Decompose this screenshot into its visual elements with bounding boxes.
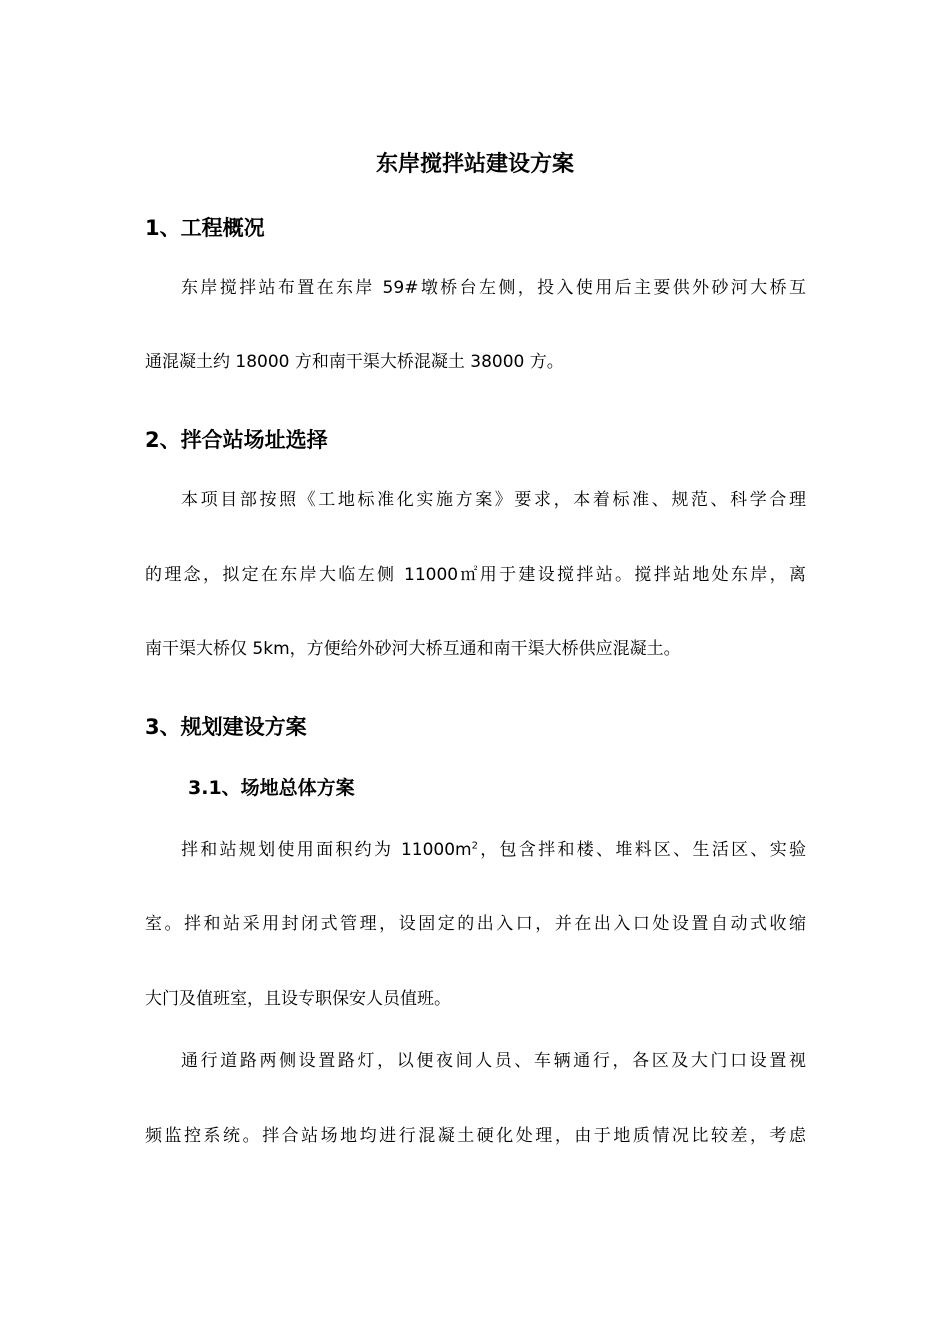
section-2-heading: 2、拌合站场址选择	[145, 428, 328, 452]
section-2-line-3: 南干渠大桥仅 5km，方便给外砂河大桥互通和南干渠大桥供应混凝土。	[145, 639, 681, 659]
section-1-heading: 1、工程概况	[145, 216, 265, 240]
area-text: 拌和站规划使用面积约为 11000m	[181, 840, 472, 860]
section-3-1-para-1-line-3: 大门及值班室，且设专职保安人员值班。	[145, 989, 451, 1009]
section-3-heading: 3、规划建设方案	[145, 715, 307, 739]
section-3-1-heading: 3.1、场地总体方案	[188, 777, 355, 799]
document-title: 东岸搅拌站建设方案	[375, 152, 574, 177]
area-text-after: ，包含拌和楼、堆料区、生活区、实验	[477, 840, 806, 860]
section-2-line-1: 本项目部按照《工地标准化实施方案》要求，本着标准、规范、科学合理	[181, 490, 806, 510]
section-1-line-2: 通混凝土约 18000 方和南干渠大桥混凝土 38000 方。	[145, 352, 564, 372]
section-1-line-1: 东岸搅拌站布置在东岸 59#墩桥台左侧，投入使用后主要供外砂河大桥互	[181, 278, 806, 298]
area-superscript: 2	[471, 840, 478, 852]
section-3-1-para-2-line-1: 通行道路两侧设置路灯，以便夜间人员、车辆通行，各区及大门口设置视	[181, 1051, 806, 1071]
section-3-1-para-1-line-2: 室。拌和站采用封闭式管理，设固定的出入口，并在出入口处设置自动式收缩	[145, 914, 806, 934]
section-3-1-para-2-line-2: 频监控系统。拌合站场地均进行混凝土硬化处理，由于地质情况比较差，考虑	[145, 1126, 806, 1146]
section-2-line-2: 的理念，拟定在东岸大临左侧 11000㎡用于建设搅拌站。搅拌站地处东岸，离	[145, 565, 806, 585]
section-3-1-para-1-line-1	[181, 839, 806, 861]
